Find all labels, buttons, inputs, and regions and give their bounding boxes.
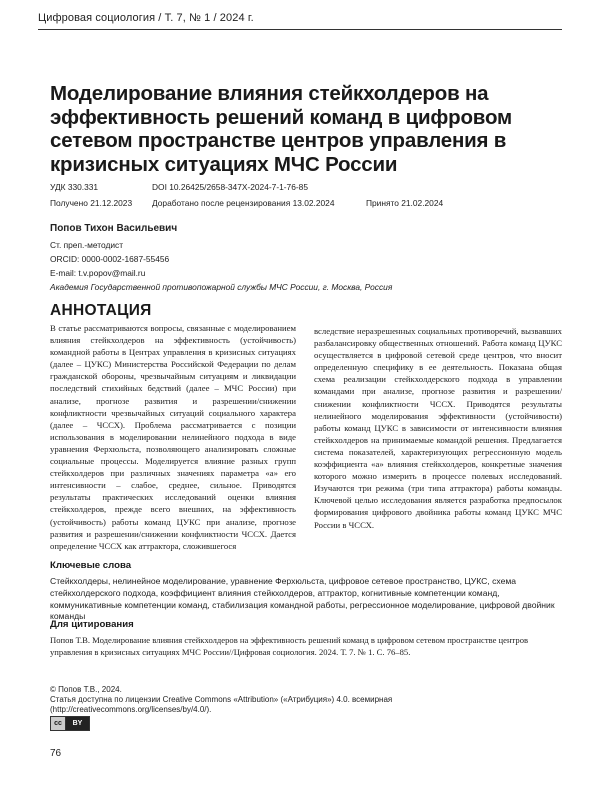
running-head: Цифровая социология / Т. 7, № 1 / 2024 г. <box>38 12 254 24</box>
revised-date: Доработано после рецензирования 13.02.2024 <box>152 198 335 208</box>
accepted-date: Принято 21.02.2024 <box>366 198 444 208</box>
keywords-text: Стейкхолдеры, нелинейное моделирование, уравнение Ферхюльста, цифровое сетевое пространство, ЦУКС, схема стейкхолдерского подхода, коэффициент влияния стейкхолдеров, аттрактор, когнитивные компетенции команд, коммуникативные компетенции команд, стабилизация командной работы, регрессионное моделирование, цифровой двойник команды <box>50 576 555 622</box>
header-divider <box>38 29 562 30</box>
license-text: Статья доступна по лицензии Creative Commons «Attribution» («Атрибуция») 4.0. всемирная <box>50 695 393 704</box>
citation-heading: Для цитирования <box>50 619 134 630</box>
abstract-right-column: вследствие неразрешенных социальных противоречий, вызвавших разбалансировку общественных отношений. Работа команд ЦУКС осуществляется в цифровой сетевой среде центров, что вносит определенную специфику в ее деятельность. Показана общая схема реализации стейкхолдерского подхода в управлении командами при анализе, прогнозе развития и разрешении/снижении конфликтности ЧССХ. Приводятся результаты нелинейного моделирования эффективности (устойчивости) работы команд ЦУКС в зависимости от интенсивности влияния стейкхолдеров на принимаемые командой решения. Предлагается система показателей, характеризующих регрессионную модель коэффициента «а» влияния стейкхолдеров, конкретные значения которого можно измерить в процессе полевых исследований. Изучаются три режима (три типа аттрактора) работы команды. Ключевой целью исследования является разработка предпосылок формирования цифрового двойника работы команд ЦУКС МЧС России в ЧССХ. <box>314 326 562 530</box>
received-date: Получено 21.12.2023 <box>50 198 133 208</box>
author-position: Ст. преп.-методист <box>50 240 124 250</box>
cc-icon: cc <box>51 717 66 730</box>
article-title: Моделирование влияния стейкхолдеров на эффективность решений команд в цифровом сетевом пространстве центров управления в кризисных ситуациях МЧС России <box>50 82 512 176</box>
author-email[interactable]: E-mail: t.v.popov@mail.ru <box>50 268 146 278</box>
doi-link[interactable]: DOI 10.26425/2658-347X-2024-7-1-76-85 <box>152 182 308 192</box>
cc-by-license-badge[interactable] <box>50 716 90 731</box>
udc-code: УДК 330.331 <box>50 182 99 192</box>
abstract-heading: АННОТАЦИЯ <box>50 302 152 319</box>
author-orcid[interactable]: ORCID: 0000-0002-1687-55456 <box>50 254 170 264</box>
author-affiliation: Академия Государственной противопожарной службы МЧС России, г. Москва, Россия <box>50 282 393 292</box>
license-url[interactable]: (http://creativecommons.org/licenses/by/4.0/). <box>50 705 212 714</box>
by-icon: BY <box>66 717 89 730</box>
page-number: 76 <box>50 748 62 759</box>
keywords-heading: Ключевые слова <box>50 560 132 571</box>
copyright-notice: © Попов Т.В., 2024. <box>50 685 122 694</box>
abstract-left-column: В статье рассматриваются вопросы, связанные с моделированием влияния стейкхолдеров на эффективность (устойчивость) командной работы в Центрах управления в кризисных ситуациях (далее – ЦУКС) Министерства Российской Федерации по делам гражданской обороны, чрезвычайным ситуациям и ликвидации последствий стихийных бедствий (далее – МЧС России) при анализе, прогнозе развития и разрешении/снижении конфликтности чрезвычайных ситуаций социального характера (далее – ЧССХ). Проблема рассматривается с позиции использования в моделировании нелинейного подхода в виде уравнения Ферхюльста, позволяющего анализировать сложные социальные процессы. Моделируется влияние разных групп стейкхолдеров при различных значениях параметра «а» его интенсивности – слабое, среднее, сильное. Приводятся результаты практических исследований оценки влияния стейкхолдеров, прежде всего внешних, на эффективность (устойчивость) работы команд ЦУКС при анализе, прогнозе развития и разрешении/снижении конфликтности ЧССХ. Дается определение ЧССХ как аттрактора, сложившегося <box>50 323 296 551</box>
citation-text: Попов Т.В. Моделирование влияния стейкхолдеров на эффективность решений команд в цифровом сетевом пространстве центров управления в кризисных ситуациях МЧС России//Цифровая социология. 2024. Т. 7. № 1. С. 76–85. <box>50 635 529 657</box>
author-name: Попов Тихон Васильевич <box>50 223 178 234</box>
